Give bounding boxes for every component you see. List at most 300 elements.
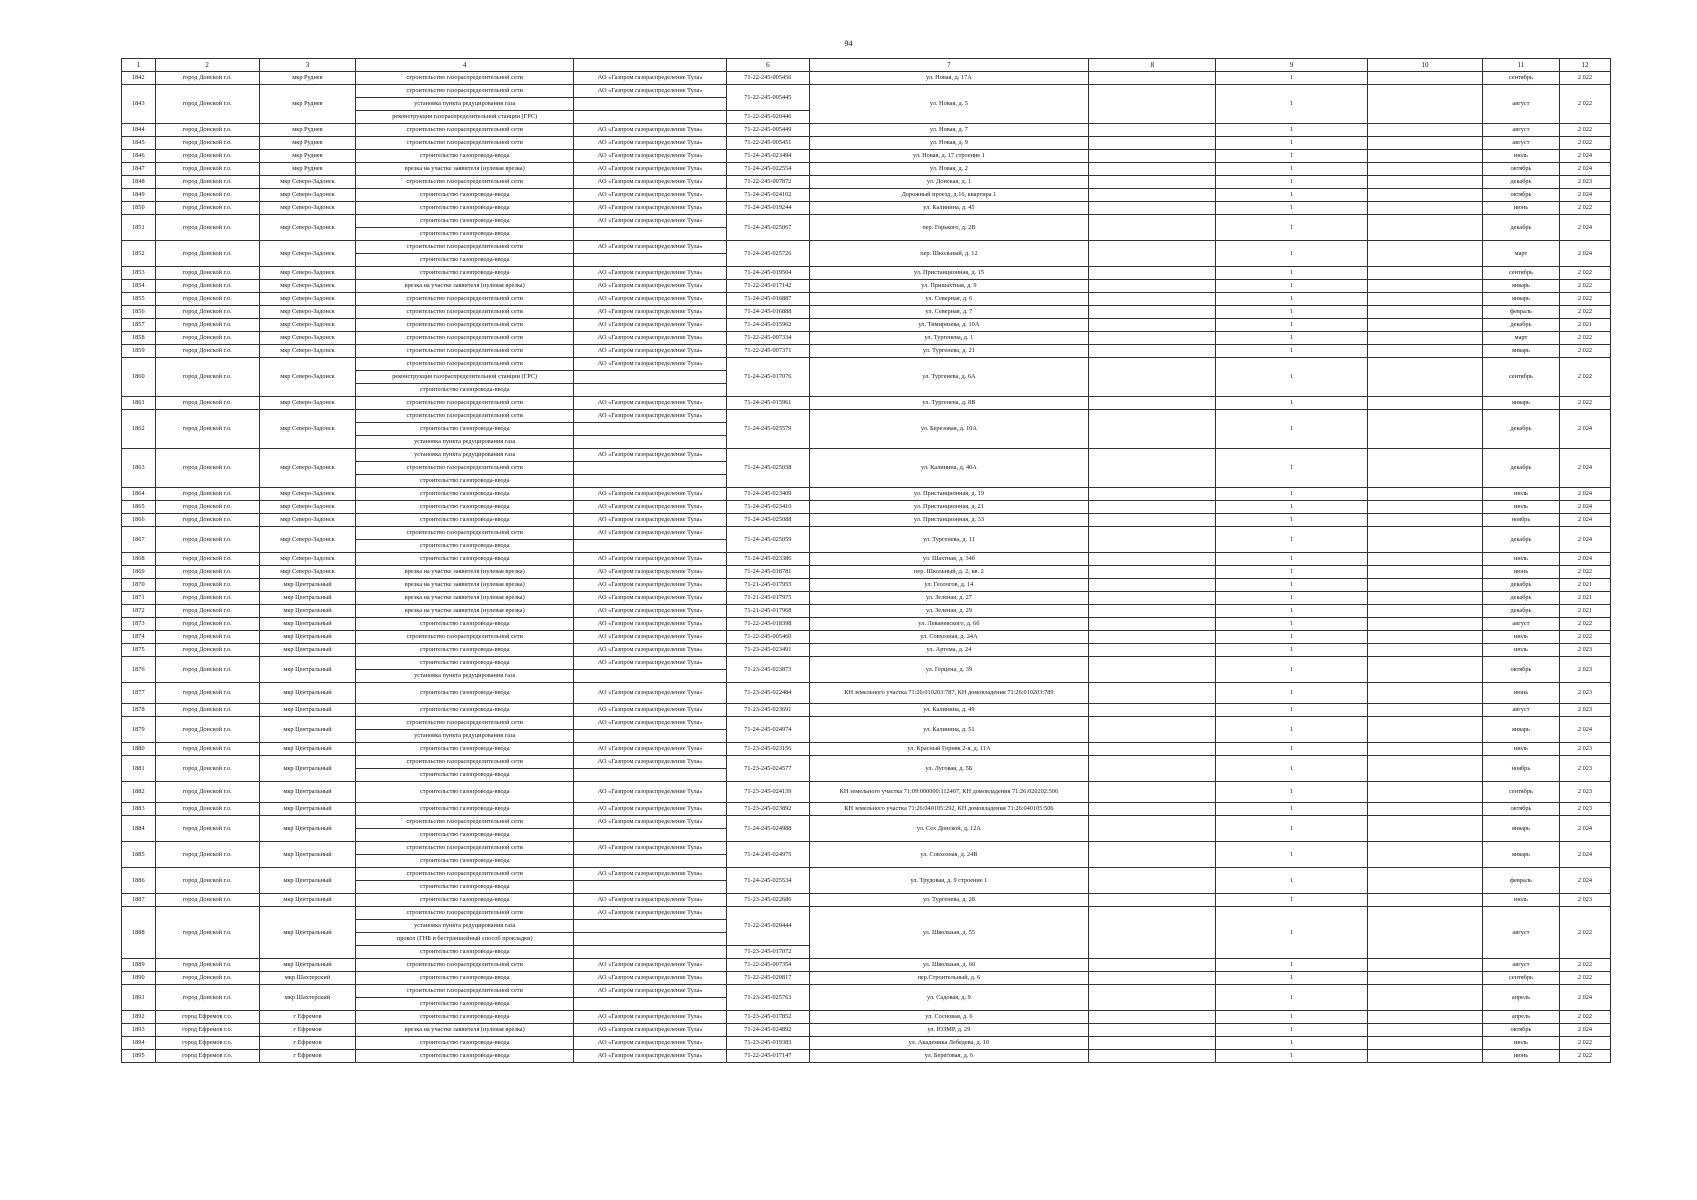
district-cell: город Донской г.о. <box>155 202 259 215</box>
organization-cell: АО «Газпром газораспределение Тула» <box>574 683 727 704</box>
work-type-cell: строительство газораспределительной сети <box>356 959 574 972</box>
organization-cell: АО «Газпром газораспределение Тула» <box>574 894 727 907</box>
organization-cell <box>574 540 727 553</box>
year-cell: 2 024 <box>1559 215 1610 241</box>
district-cell: город Донской г.о. <box>155 782 259 803</box>
quantity-cell: 1 <box>1216 85 1368 124</box>
month-cell: октябрь <box>1482 803 1559 816</box>
row-number: 1854 <box>122 280 156 293</box>
district-cell: город Донской г.о. <box>155 803 259 816</box>
work-type-cell: строительство газопровода-ввода <box>356 881 574 894</box>
contract-number-cell: 71-24-245-024988 <box>727 816 809 842</box>
work-type-cell: строительство газораспределительной сети <box>356 85 574 98</box>
table-row <box>122 566 1611 579</box>
organization-cell: АО «Газпром газораспределение Тула» <box>574 72 727 85</box>
col8-cell <box>1089 488 1216 501</box>
locality-cell: мкр Шахтерский <box>259 985 356 1011</box>
address-cell: ул. Школьная, д. 55 <box>809 907 1089 959</box>
locality-cell: мкр Шахтерский <box>259 972 356 985</box>
organization-cell: АО «Газпром газораспределение Тула» <box>574 579 727 592</box>
table-header <box>122 59 1611 72</box>
row-number: 1867 <box>122 527 156 553</box>
table-row <box>122 816 1611 829</box>
month-cell: июнь <box>1482 1050 1559 1063</box>
district-cell: город Донской г.о. <box>155 631 259 644</box>
organization-cell: АО «Газпром газораспределение Тула» <box>574 959 727 972</box>
col8-cell <box>1089 176 1216 189</box>
row-number: 1878 <box>122 704 156 717</box>
row-number: 1865 <box>122 501 156 514</box>
work-type-cell: строительство газораспределительной сети <box>356 124 574 137</box>
work-type-cell: строительство газораспределительной сети <box>356 985 574 998</box>
year-cell: 2 022 <box>1559 280 1610 293</box>
table-row <box>122 501 1611 514</box>
table-row <box>122 397 1611 410</box>
contract-number-cell: 71-23-245-024139 <box>727 782 809 803</box>
contract-number-cell: 71-24-245-016887 <box>727 293 809 306</box>
row-number: 1884 <box>122 816 156 842</box>
month-cell: ноябрь <box>1482 756 1559 782</box>
district-cell: город Ефремов г.о. <box>155 1050 259 1063</box>
table-row <box>122 150 1611 163</box>
contract-number-cell: 71-23-245-023491 <box>727 644 809 657</box>
year-cell: 2 024 <box>1559 163 1610 176</box>
organization-cell: АО «Газпром газораспределение Тула» <box>574 704 727 717</box>
work-type-cell: установка пункта редуцирования газа <box>356 436 574 449</box>
locality-cell: мкр Северо-Задонск <box>259 410 356 449</box>
work-type-cell: строительство газопровода-ввода <box>356 228 574 241</box>
address-cell: ул. Зеленая, д. 27 <box>809 592 1089 605</box>
contract-number-cell: 71-22-245-018398 <box>727 618 809 631</box>
col8-cell <box>1089 816 1216 842</box>
col10-cell <box>1368 579 1483 592</box>
contract-number-cell: 71-21-245-017975 <box>727 592 809 605</box>
row-number: 1875 <box>122 644 156 657</box>
locality-cell: мкр Центральный <box>259 644 356 657</box>
work-type-cell: строительство газораспределительной сети <box>356 868 574 881</box>
year-cell: 2 022 <box>1559 124 1610 137</box>
locality-cell: мкр Руднев <box>259 124 356 137</box>
month-cell: декабрь <box>1482 319 1559 332</box>
contract-number-cell: 71-24-245-023410 <box>727 501 809 514</box>
col8-cell <box>1089 345 1216 358</box>
col8-cell <box>1089 782 1216 803</box>
col8-cell <box>1089 1050 1216 1063</box>
locality-cell: мкр Северо-Задонск <box>259 332 356 345</box>
quantity-cell: 1 <box>1216 894 1368 907</box>
year-cell: 2 022 <box>1559 959 1610 972</box>
row-number: 1889 <box>122 959 156 972</box>
quantity-cell: 1 <box>1216 566 1368 579</box>
col8-cell <box>1089 280 1216 293</box>
row-number: 1882 <box>122 782 156 803</box>
address-cell: ул. Трудовая, д. 9 строение 1 <box>809 868 1089 894</box>
district-cell: город Ефремов г.о. <box>155 1011 259 1024</box>
month-cell: июль <box>1482 553 1559 566</box>
col8-cell <box>1089 959 1216 972</box>
col10-cell <box>1368 319 1483 332</box>
month-cell: сентябрь <box>1482 267 1559 280</box>
row-number: 1869 <box>122 566 156 579</box>
contract-number-cell: 71-23-245-017852 <box>727 1011 809 1024</box>
quantity-cell: 1 <box>1216 985 1368 1011</box>
row-number: 1859 <box>122 345 156 358</box>
month-cell: декабрь <box>1482 592 1559 605</box>
address-cell: ул. Красный Горняк 2-я, д. 11А <box>809 743 1089 756</box>
year-cell: 2 022 <box>1559 137 1610 150</box>
quantity-cell: 1 <box>1216 868 1368 894</box>
col8-cell <box>1089 717 1216 743</box>
address-cell: ул. Артема, д. 24 <box>809 644 1089 657</box>
district-cell: город Донской г.о. <box>155 618 259 631</box>
district-cell: город Донской г.о. <box>155 176 259 189</box>
address-cell: ул. Тургенева, д. 11 <box>809 527 1089 553</box>
contract-number-cell: 71-24-245-015962 <box>727 319 809 332</box>
organization-cell: АО «Газпром газораспределение Тула» <box>574 319 727 332</box>
col8-cell <box>1089 332 1216 345</box>
organization-cell <box>574 829 727 842</box>
col10-cell <box>1368 202 1483 215</box>
col8-cell <box>1089 972 1216 985</box>
table-row <box>122 306 1611 319</box>
row-number: 1883 <box>122 803 156 816</box>
year-cell: 2 024 <box>1559 842 1610 868</box>
organization-cell: АО «Газпром газораспределение Тула» <box>574 527 727 540</box>
quantity-cell: 1 <box>1216 501 1368 514</box>
year-cell: 2 022 <box>1559 907 1610 959</box>
organization-cell: АО «Газпром газораспределение Тула» <box>574 868 727 881</box>
organization-cell <box>574 730 727 743</box>
col8-cell <box>1089 592 1216 605</box>
col8-cell <box>1089 215 1216 241</box>
contract-number-cell: 71-23-245-019383 <box>727 1037 809 1050</box>
work-type-cell: строительство газораспределительной сети <box>356 397 574 410</box>
district-cell: город Донской г.о. <box>155 868 259 894</box>
work-type-cell: строительство газопровода-ввода <box>356 894 574 907</box>
contract-number-cell: 71-22-245-005456 <box>727 72 809 85</box>
contract-number-cell: 71-22-245-020817 <box>727 972 809 985</box>
table-row <box>122 137 1611 150</box>
year-cell: 2 022 <box>1559 202 1610 215</box>
contract-number-cell: 71-22-245-020446 <box>727 111 809 124</box>
table-row <box>122 72 1611 85</box>
district-cell: город Донской г.о. <box>155 592 259 605</box>
quantity-cell: 1 <box>1216 756 1368 782</box>
month-cell: октябрь <box>1482 189 1559 202</box>
quantity-cell: 1 <box>1216 743 1368 756</box>
month-cell: март <box>1482 332 1559 345</box>
contract-number-cell: 71-24-245-017076 <box>727 358 809 397</box>
locality-cell: мкр Центральный <box>259 756 356 782</box>
locality-cell: мкр Центральный <box>259 907 356 959</box>
year-cell: 2 022 <box>1559 972 1610 985</box>
quantity-cell: 1 <box>1216 319 1368 332</box>
row-number: 1860 <box>122 358 156 397</box>
contract-number-cell: 71-21-245-017968 <box>727 605 809 618</box>
year-cell: 2 024 <box>1559 985 1610 1011</box>
table-row <box>122 319 1611 332</box>
quantity-cell: 1 <box>1216 683 1368 704</box>
organization-cell: АО «Газпром газораспределение Тула» <box>574 717 727 730</box>
contract-number-cell: 71-22-245-005460 <box>727 631 809 644</box>
month-cell: декабрь <box>1482 449 1559 488</box>
row-number: 1888 <box>122 907 156 959</box>
row-number: 1852 <box>122 241 156 267</box>
quantity-cell: 1 <box>1216 816 1368 842</box>
row-number: 1871 <box>122 592 156 605</box>
month-cell: сентябрь <box>1482 972 1559 985</box>
district-cell: город Донской г.о. <box>155 410 259 449</box>
address-cell: Дорожный проезд, д.16, квартира 1 <box>809 189 1089 202</box>
table-row <box>122 488 1611 501</box>
year-cell: 2 021 <box>1559 579 1610 592</box>
column-header-5 <box>574 59 727 72</box>
col10-cell <box>1368 972 1483 985</box>
work-type-cell: строительство газопровода-ввода <box>356 1037 574 1050</box>
locality-cell: мкр Центральный <box>259 683 356 704</box>
col10-cell <box>1368 605 1483 618</box>
organization-cell: АО «Газпром газораспределение Тула» <box>574 605 727 618</box>
quantity-cell: 1 <box>1216 618 1368 631</box>
work-type-cell: строительство газораспределительной сети <box>356 631 574 644</box>
contract-number-cell: 71-24-245-019244 <box>727 202 809 215</box>
row-number: 1844 <box>122 124 156 137</box>
address-cell: ул. Геологов, д. 14 <box>809 579 1089 592</box>
locality-cell: мкр Северо-Задонск <box>259 566 356 579</box>
col10-cell <box>1368 1011 1483 1024</box>
year-cell: 2 022 <box>1559 618 1610 631</box>
table-row <box>122 743 1611 756</box>
district-cell: город Донской г.о. <box>155 241 259 267</box>
row-number: 1857 <box>122 319 156 332</box>
address-cell: ул. Шахтная, д. 34б <box>809 553 1089 566</box>
organization-cell: АО «Газпром газораспределение Тула» <box>574 553 727 566</box>
col8-cell <box>1089 124 1216 137</box>
table-row <box>122 410 1611 423</box>
col8-cell <box>1089 72 1216 85</box>
row-number: 1848 <box>122 176 156 189</box>
contract-number-cell: 71-24-245-023494 <box>727 150 809 163</box>
table-row <box>122 514 1611 527</box>
quantity-cell: 1 <box>1216 241 1368 267</box>
column-header-7: 7 <box>809 59 1089 72</box>
year-cell: 2 023 <box>1559 644 1610 657</box>
quantity-cell: 1 <box>1216 202 1368 215</box>
table-row <box>122 176 1611 189</box>
col10-cell <box>1368 803 1483 816</box>
row-number: 1861 <box>122 397 156 410</box>
month-cell: июль <box>1482 488 1559 501</box>
col10-cell <box>1368 683 1483 704</box>
month-cell: июль <box>1482 644 1559 657</box>
organization-cell <box>574 111 727 124</box>
table-row <box>122 894 1611 907</box>
row-number: 1846 <box>122 150 156 163</box>
contract-number-cell: 71-22-245-017147 <box>727 1050 809 1063</box>
month-cell: июнь <box>1482 683 1559 704</box>
work-type-cell: установка пункта редуцирования газа <box>356 670 574 683</box>
month-cell: август <box>1482 959 1559 972</box>
work-type-cell: установка пункта редуцирования газа <box>356 449 574 462</box>
work-type-cell: строительство газораспределительной сети <box>356 907 574 920</box>
work-type-cell: строительство газопровода-ввода <box>356 998 574 1011</box>
organization-cell: АО «Газпром газораспределение Тула» <box>574 202 727 215</box>
col10-cell <box>1368 816 1483 842</box>
organization-cell: АО «Газпром газораспределение Тула» <box>574 176 727 189</box>
col8-cell <box>1089 514 1216 527</box>
work-type-cell: установка пункта редуцирования газа <box>356 920 574 933</box>
col10-cell <box>1368 1050 1483 1063</box>
organization-cell: АО «Газпром газораспределение Тула» <box>574 332 727 345</box>
table-row <box>122 782 1611 803</box>
column-header-9: 9 <box>1216 59 1368 72</box>
col10-cell <box>1368 124 1483 137</box>
organization-cell: АО «Газпром газораспределение Тула» <box>574 397 727 410</box>
quantity-cell: 1 <box>1216 717 1368 743</box>
work-type-cell: строительство газораспределительной сети <box>356 241 574 254</box>
address-cell: ул. Академика Лебедева, д. 10 <box>809 1037 1089 1050</box>
work-type-cell: строительство газопровода-ввода <box>356 618 574 631</box>
month-cell: сентябрь <box>1482 358 1559 397</box>
year-cell: 2 022 <box>1559 631 1610 644</box>
col8-cell <box>1089 137 1216 150</box>
quantity-cell: 1 <box>1216 972 1368 985</box>
organization-cell <box>574 670 727 683</box>
year-cell: 2 023 <box>1559 176 1610 189</box>
row-number: 1868 <box>122 553 156 566</box>
year-cell: 2 024 <box>1559 410 1610 449</box>
organization-cell: АО «Газпром газораспределение Тула» <box>574 150 727 163</box>
row-number: 1873 <box>122 618 156 631</box>
quantity-cell: 1 <box>1216 176 1368 189</box>
col8-cell <box>1089 150 1216 163</box>
organization-cell <box>574 436 727 449</box>
year-cell: 2 024 <box>1559 449 1610 488</box>
address-cell: ул. Береговая, д. 6 <box>809 1050 1089 1063</box>
contract-number-cell: 71-24-245-025534 <box>727 868 809 894</box>
contract-number-cell: 71-24-245-025067 <box>727 215 809 241</box>
table-row <box>122 553 1611 566</box>
contract-number-cell: 71-24-245-024102 <box>727 189 809 202</box>
address-cell: ул. Новая, д. 2 <box>809 163 1089 176</box>
organization-cell: АО «Газпром газораспределение Тула» <box>574 1050 727 1063</box>
work-type-cell: врезка на участке заявителя (нулевая врезка) <box>356 592 574 605</box>
year-cell: 2 022 <box>1559 267 1610 280</box>
col10-cell <box>1368 410 1483 449</box>
row-number: 1847 <box>122 163 156 176</box>
organization-cell: АО «Газпром газораспределение Тула» <box>574 782 727 803</box>
col10-cell <box>1368 527 1483 553</box>
locality-cell: мкр Центральный <box>259 717 356 743</box>
organization-cell: АО «Газпром газораспределение Тула» <box>574 985 727 998</box>
col8-cell <box>1089 868 1216 894</box>
address-cell: ул. Калинина, д. 40А <box>809 449 1089 488</box>
year-cell: 2 023 <box>1559 803 1610 816</box>
locality-cell: мкр Северо-Задонск <box>259 553 356 566</box>
column-header-2: 2 <box>155 59 259 72</box>
locality-cell: мкр Центральный <box>259 868 356 894</box>
year-cell: 2 021 <box>1559 592 1610 605</box>
column-header-1: 1 <box>122 59 156 72</box>
address-cell: ул. Новая, д. 17 строение 1 <box>809 150 1089 163</box>
year-cell: 2 022 <box>1559 397 1610 410</box>
organization-cell: АО «Газпром газораспределение Тула» <box>574 345 727 358</box>
contract-number-cell: 71-24-245-023386 <box>727 553 809 566</box>
col8-cell <box>1089 579 1216 592</box>
col8-cell <box>1089 566 1216 579</box>
column-header-10: 10 <box>1368 59 1483 72</box>
row-number: 1881 <box>122 756 156 782</box>
row-number: 1851 <box>122 215 156 241</box>
col10-cell <box>1368 743 1483 756</box>
table-row <box>122 704 1611 717</box>
organization-cell: АО «Газпром газораспределение Тула» <box>574 1011 727 1024</box>
locality-cell: мкр Северо-Задонск <box>259 501 356 514</box>
month-cell: июль <box>1482 894 1559 907</box>
locality-cell: мкр Северо-Задонск <box>259 358 356 397</box>
district-cell: город Донской г.о. <box>155 85 259 124</box>
locality-cell: мкр Северо-Задонск <box>259 306 356 319</box>
work-type-cell: строительство газораспределительной сети <box>356 176 574 189</box>
work-type-cell: строительство газопровода-ввода <box>356 782 574 803</box>
contract-number-cell: 71-23-245-023873 <box>727 657 809 683</box>
quantity-cell: 1 <box>1216 332 1368 345</box>
locality-cell: мкр Центральный <box>259 959 356 972</box>
organization-cell <box>574 998 727 1011</box>
work-type-cell: строительство газораспределительной сети <box>356 345 574 358</box>
organization-cell: АО «Газпром газораспределение Тула» <box>574 566 727 579</box>
quantity-cell: 1 <box>1216 215 1368 241</box>
work-type-cell: врезка на участке заявителя (нулевая врезка) <box>356 1024 574 1037</box>
locality-cell: мкр Северо-Задонск <box>259 267 356 280</box>
district-cell: город Донской г.о. <box>155 579 259 592</box>
work-type-cell: врезка на участке заявителя (нулевая врезка) <box>356 605 574 618</box>
year-cell: 2 023 <box>1559 743 1610 756</box>
locality-cell: мкр Центральный <box>259 743 356 756</box>
contract-number-cell: 71-24-245-018781 <box>727 566 809 579</box>
district-cell: город Донской г.о. <box>155 501 259 514</box>
quantity-cell: 1 <box>1216 631 1368 644</box>
row-number: 1895 <box>122 1050 156 1063</box>
col8-cell <box>1089 894 1216 907</box>
year-cell: 2 024 <box>1559 816 1610 842</box>
row-number: 1894 <box>122 1037 156 1050</box>
col10-cell <box>1368 782 1483 803</box>
work-type-cell: строительство газораспределительной сети <box>356 319 574 332</box>
address-cell: ул. Пристанционная, д. 15 <box>809 267 1089 280</box>
district-cell: город Донской г.о. <box>155 959 259 972</box>
work-type-cell: строительство газопровода-ввода <box>356 972 574 985</box>
organization-cell: АО «Газпром газораспределение Тула» <box>574 241 727 254</box>
contract-number-cell: 71-21-245-017955 <box>727 579 809 592</box>
col8-cell <box>1089 657 1216 683</box>
column-header-8: 8 <box>1089 59 1216 72</box>
locality-cell: г Ефремов <box>259 1011 356 1024</box>
district-cell: город Донской г.о. <box>155 527 259 553</box>
district-cell: город Донской г.о. <box>155 553 259 566</box>
col8-cell <box>1089 756 1216 782</box>
address-cell: ул. Луговая, д. 5Б <box>809 756 1089 782</box>
col8-cell <box>1089 163 1216 176</box>
organization-cell <box>574 384 727 397</box>
col10-cell <box>1368 631 1483 644</box>
table-row <box>122 163 1611 176</box>
quantity-cell: 1 <box>1216 1050 1368 1063</box>
row-number: 1890 <box>122 972 156 985</box>
organization-cell: АО «Газпром газораспределение Тула» <box>574 743 727 756</box>
district-cell: город Донской г.о. <box>155 488 259 501</box>
work-type-cell: строительство газопровода-ввода <box>356 150 574 163</box>
